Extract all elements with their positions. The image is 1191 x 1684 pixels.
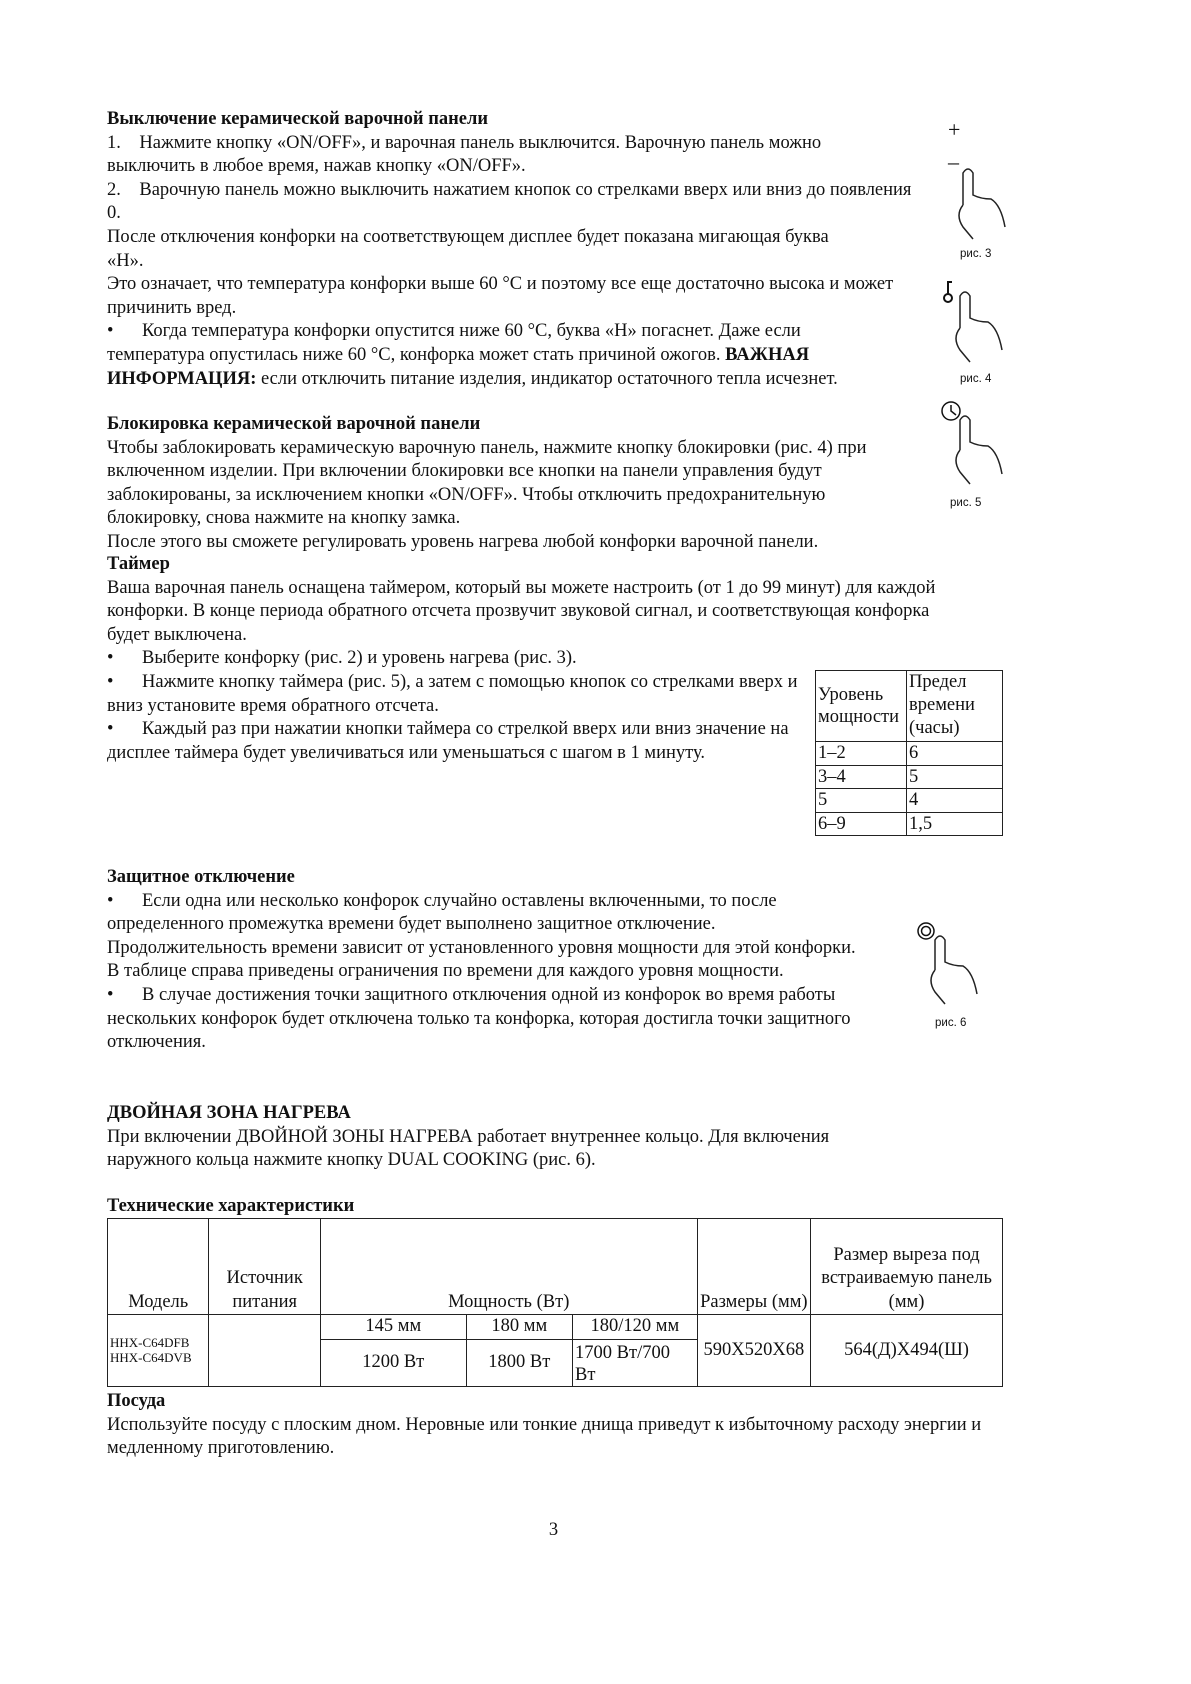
paragraph: После этого вы сможете регулировать уровень нагрева любой конфорки варочной панели.: [107, 531, 819, 552]
paragraph: 1. Нажмите кнопку «ON/OFF», и варочная панель выключится. Варочную панель можно выключить в любое время, нажав кнопку «ON/OFF».: [107, 132, 822, 177]
cell: 1200 Вт: [320, 1339, 466, 1386]
text: Нажмите кнопку таймера (рис. 5), а затем с помощью кнопок со стрелками вверх и вниз установите время обратного отсчета.: [107, 671, 798, 716]
cell: 6: [907, 742, 1003, 766]
heading: Таймер: [107, 554, 170, 574]
cell: 180/120 мм: [573, 1315, 698, 1340]
cell: 4: [907, 789, 1003, 813]
header-cell: Модель: [108, 1219, 209, 1315]
bullet: • Нажмите кнопку таймера (рис. 5), а затем с помощью кнопок со стрелками вверх и вниз установите время обратного отсчета.: [107, 671, 798, 716]
dual-zone-finger-icon: [915, 920, 1005, 1005]
cell: 5: [907, 765, 1003, 789]
table-row: [816, 812, 1003, 836]
paragraph: После отключения конфорки на соответствующем дисплее будет показана мигающая буква «H».: [107, 226, 829, 271]
heading: Технические характеристики: [107, 1196, 355, 1216]
heading: Блокировка керамической варочной панели: [107, 414, 481, 434]
header-cell: Источник питания: [209, 1219, 320, 1315]
bullet: • Выберите конфорку (рис. 2) и уровень нагрева (рис. 3).: [107, 648, 577, 669]
section-switch-off: [107, 108, 912, 391]
page-number: 3: [548, 1520, 559, 1540]
spec-table: [107, 1218, 1003, 1387]
text: В случае достижения точки защитного отключения одной из конфорок во время работы нескольких конфорок будет отключена только та конфорка, которая достигла точки защитного отключения.: [107, 984, 851, 1053]
cell: 564(Д)X494(Ш): [811, 1315, 1003, 1387]
text: если отключить питание изделия, индикатор остаточного тепла исчезнет.: [260, 368, 838, 389]
heading: Посуда: [107, 1391, 166, 1411]
cell: 145 мм: [320, 1315, 466, 1340]
section-safety-shutoff: [107, 866, 857, 1055]
paragraph: Чтобы заблокировать керамическую варочную панель, нажмите кнопку блокировки (рис. 4) при включенном изделии. При включении блокировки все кнопки на панели управления будут заблокированы, за исключением кнопки «ON/OFF». Чтобы отключить предохранительную блокировку, снова нажмите на кнопку замка.: [107, 437, 867, 529]
header-cell: Размеры (мм): [697, 1219, 811, 1315]
heading: ДВОЙНАЯ ЗОНА НАГРЕВА: [107, 1103, 351, 1123]
paragraph: Это означает, что температура конфорки выше 60 °C и поэтому все еще достаточно высока и может причинить вред.: [107, 274, 894, 318]
table-row: [816, 789, 1003, 813]
plus-icon: +: [948, 117, 961, 142]
figure-caption: рис. 5: [950, 497, 982, 509]
figure-caption: рис. 3: [960, 248, 992, 260]
bold-text: ВАЖНАЯ ИНФОРМАЦИЯ:: [107, 344, 810, 389]
paragraph: 2. Варочную панель можно выключить нажатием кнопок со стрелками вверх или вниз до появления 0.: [107, 179, 912, 224]
cell: 1800 Вт: [466, 1339, 572, 1386]
cell: 180 мм: [466, 1315, 572, 1340]
cell: 1–2: [816, 742, 907, 766]
cell: 1,5: [907, 812, 1003, 836]
table-row: [816, 742, 1003, 766]
heading: Защитное отключение: [107, 867, 295, 887]
section-cookware: [107, 1390, 997, 1461]
section-lock: [107, 413, 912, 555]
model-cell: HHX-C64DFB HHX-C64DVB: [108, 1315, 209, 1387]
cell: 3–4: [816, 765, 907, 789]
paragraph: При включении ДВОЙНОЙ ЗОНЫ НАГРЕВА работает внутреннее кольцо. Для включения наружного кольца нажмите кнопку DUAL COOKING (рис. 6).: [107, 1126, 830, 1171]
bullet: • Каждый раз при нажатии кнопки таймера со стрелкой вверх или вниз значение на дисплее таймера будет увеличиваться или уменьшаться с шагом в 1 минуту.: [107, 719, 789, 763]
text: Если одна или несколько конфорок случайно оставлены включенными, то после определенного промежутка времени будет выполнено защитное отключение. Продолжительность времени зависит от установленного уровня мощности для этой конфорки. В таблице справа приведены ограничения по времени для каждого уровня мощности.: [107, 890, 856, 982]
paragraph: Ваша варочная панель оснащена таймером, который вы можете настроить (от 1 до 99 минут) для каждой конфорки. В конце периода обратного отсчета прозвучит звуковой сигнал, и соответствующая конфорка будет выключена.: [107, 577, 936, 645]
header-cell: Предел времени (часы): [907, 671, 1003, 742]
cell: 6–9: [816, 812, 907, 836]
paragraph: Используйте посуду с плоским дном. Неровные или тонкие днища приведут к избыточному расходу энергии и медленному приготовлению.: [107, 1414, 982, 1459]
cell: 5: [816, 789, 907, 813]
cell: 590X520X68: [697, 1315, 811, 1387]
source-cell: [209, 1315, 320, 1387]
heading: Выключение керамической варочной панели: [107, 109, 489, 129]
spec-heading: [107, 1195, 354, 1219]
table-row: [816, 765, 1003, 789]
lock-key-finger-icon: [942, 278, 1032, 363]
bullet: • Если одна или несколько конфорок случайно оставлены включенными, то после определенного промежутка времени будет выполнено защитное отключение. Продолжительность времени зависит от установленного уровня мощности для этой конфорки. В таблице справа приведены ограничения по времени для каждого уровня мощности.: [107, 890, 856, 982]
figure-caption: рис. 4: [960, 373, 992, 385]
power-limit-table: [815, 670, 1003, 836]
bullet-paragraph: • Когда температура конфорки опустится ниже 60 °C, буква «H» погаснет. Даже если температура опустилась ниже 60 °C, конфорка может стать причиной ожогов. ВАЖНАЯ ИНФОРМАЦИЯ: если отключить питание изделия, индикатор остаточного тепла исчезнет.: [107, 321, 838, 389]
text: Каждый раз при нажатии кнопки таймера со стрелкой вверх или вниз значение на дисплее таймера будет увеличиваться или уменьшаться с шагом в 1 минуту.: [107, 719, 789, 763]
finger-press-icon: [955, 165, 1025, 240]
section-dual-zone: [107, 1102, 917, 1173]
text: Выберите конфорку (рис. 2) и уровень нагрева (рис. 3).: [142, 648, 577, 669]
minus-icon: –: [948, 149, 959, 174]
header-cell: Мощность (Вт): [320, 1219, 697, 1315]
figure-caption: рис. 6: [935, 1017, 967, 1029]
header-cell: Уровень мощности: [816, 671, 907, 742]
cell: 1700 Вт/700 Вт: [573, 1339, 698, 1386]
text: Когда температура конфорки опустится ниже 60 °C, буква «H» погаснет. Даже если температура опустилась ниже 60 °C, конфорка может стать причиной ожогов.: [107, 321, 801, 365]
bullet: • В случае достижения точки защитного отключения одной из конфорок во время работы нескольких конфорок будет отключена только та конфорка, которая достигла точки защитного отключения.: [107, 984, 851, 1053]
timer-clock-finger-icon: [940, 400, 1030, 485]
header-cell: Размер выреза под встраиваемую панель (мм): [811, 1219, 1003, 1315]
